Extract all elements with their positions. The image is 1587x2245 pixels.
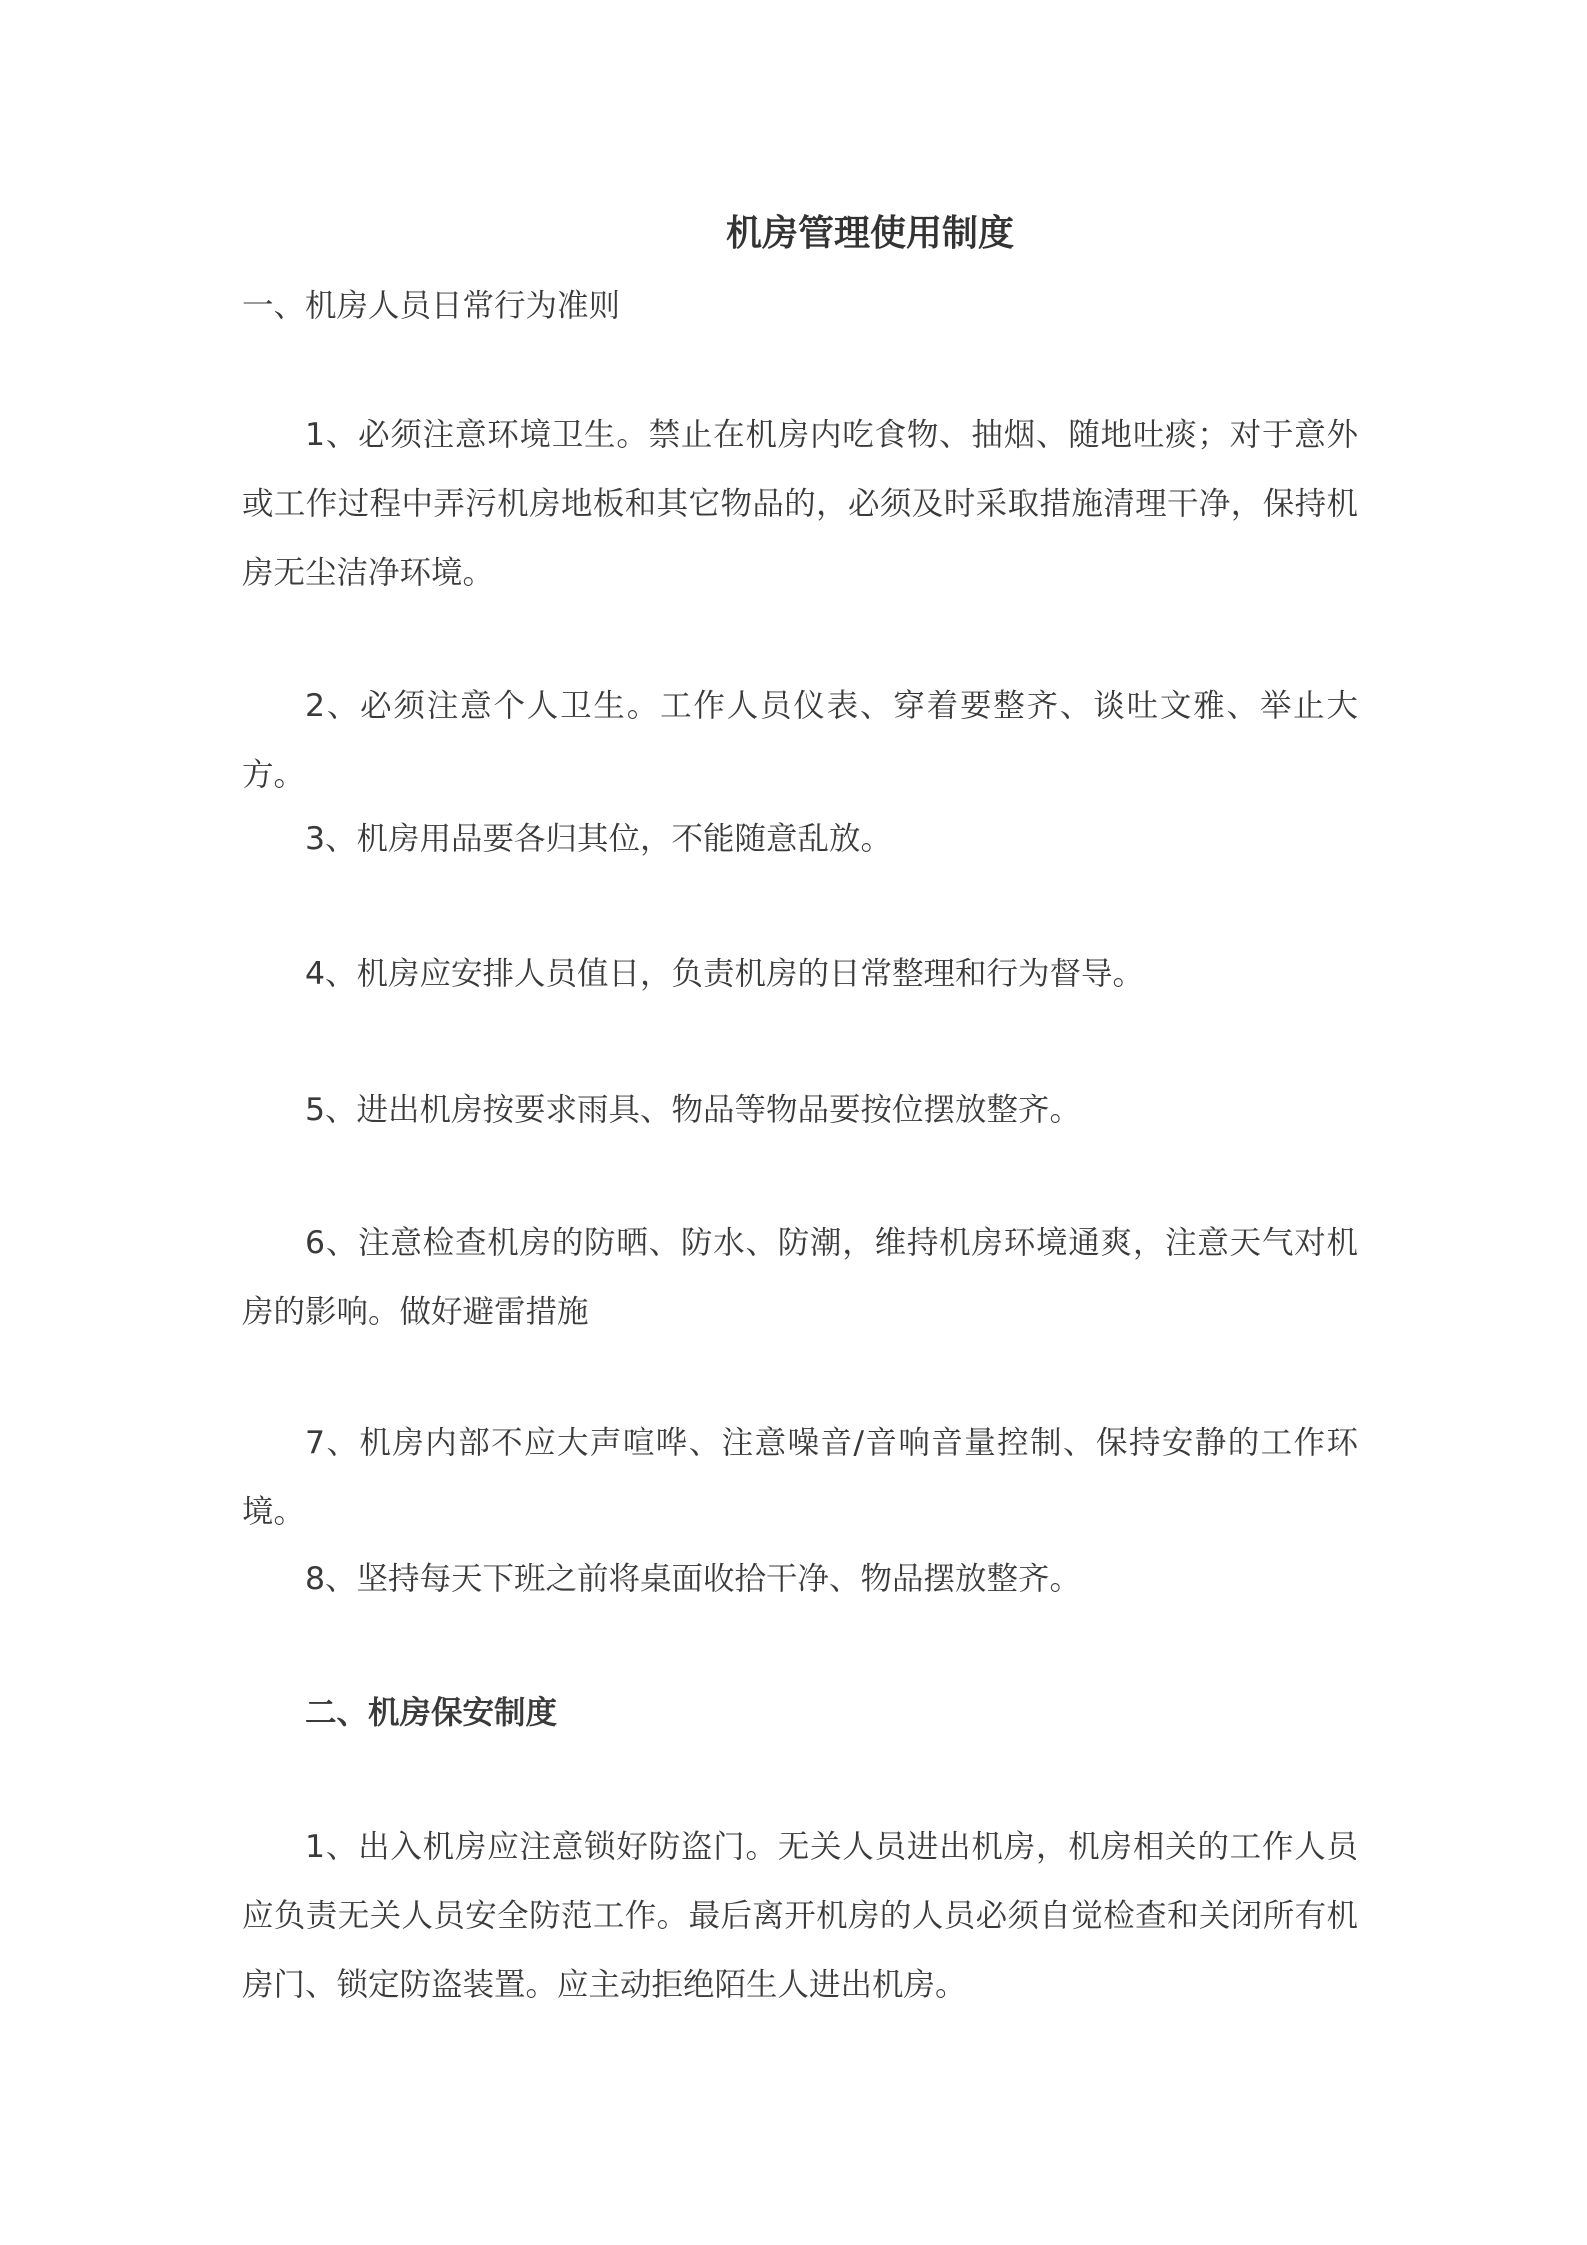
paragraph-1-7: 7、机房内部不应大声喧哗、注意噪音/音响音量控制、保持安静的工作环境。: [242, 1425, 1358, 1530]
document-title: 机房管理使用制度: [726, 213, 1015, 254]
paragraph-1-1: 1、必须注意环境卫生。禁止在机房内吃食物、抽烟、随地吐痰；对于意外或工作过程中弄污机房地板和其它物品的，必须及时采取措施清理干净，保持机房无尘洁净环境。: [242, 417, 1358, 591]
paragraph-1-3: 3、机房用品要各归其位，不能随意乱放。: [305, 821, 893, 857]
paragraph-1-8: 8、坚持每天下班之前将桌面收拾干净、物品摆放整齐。: [305, 1561, 1082, 1597]
section-heading-1: 一、机房人员日常行为准则: [242, 288, 621, 324]
section-heading-2: 二、机房保安制度: [305, 1695, 558, 1731]
paragraph-2-1: 1、出入机房应注意锁好防盗门。无关人员进出机房，机房相关的工作人员应负责无关人员安全防范工作。最后离开机房的人员必须自觉检查和关闭所有机房门、锁定防盗装置。应主动拒绝陌生人进出机房。: [242, 1829, 1358, 2003]
paragraph-1-2: 2、必须注意个人卫生。工作人员仪表、穿着要整齐、谈吐文雅、举止大方。: [242, 688, 1358, 793]
paragraph-1-5: 5、进出机房按要求雨具、物品等物品要按位摆放整齐。: [305, 1092, 1082, 1128]
paragraph-1-6: 6、注意检查机房的防晒、防水、防潮，维持机房环境通爽，注意天气对机房的影响。做好避雷措施: [242, 1225, 1358, 1330]
paragraph-1-4: 4、机房应安排人员值日，负责机房的日常整理和行为督导。: [305, 956, 1145, 992]
